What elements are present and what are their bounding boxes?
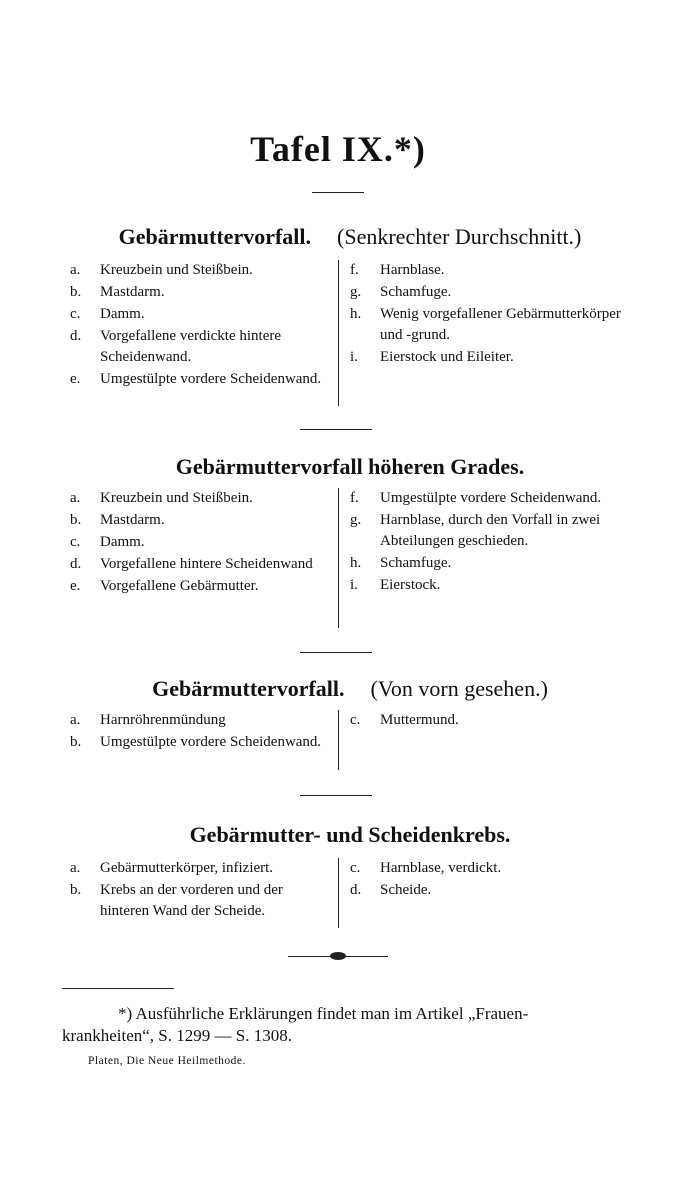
end-ornament bbox=[330, 952, 346, 960]
legend-item: f. Umgestülpte vordere Scheidenwand. bbox=[350, 490, 602, 506]
legend-item: i. Eierstock. bbox=[350, 576, 441, 593]
legend-left-column bbox=[70, 710, 332, 754]
legend-right-column bbox=[350, 488, 630, 597]
footnote-line-2: krankheiten“, S. 1299 — S. 1308. bbox=[62, 1026, 292, 1045]
section-heading-sub: (Senkrechter Durchschnitt.) bbox=[337, 224, 582, 249]
legend-item: e. Vorgefallene Gebärmutter. bbox=[70, 578, 259, 594]
legend-item: c. Damm. bbox=[70, 306, 145, 322]
footnote-rule bbox=[62, 988, 174, 989]
legend-item: i. Eierstock und Eileiter. bbox=[350, 348, 514, 365]
legend-item: c. Muttermund. bbox=[350, 712, 459, 728]
legend-item: d. Vorgefallene hintere Scheidenwand bbox=[70, 556, 313, 572]
section-divider bbox=[300, 429, 372, 430]
legend-right-column bbox=[350, 858, 630, 902]
legend-right-column bbox=[350, 260, 630, 369]
legend-item: a. Gebärmutterkörper, infiziert. bbox=[70, 860, 274, 876]
column-divider bbox=[338, 260, 339, 406]
legend-item: b. Krebs an der vorderen und der hinteren Wand der Scheide. bbox=[70, 882, 283, 919]
legend-item: g. Harnblase, durch den Vorfall in zwei Abteilungen geschieden. bbox=[350, 512, 601, 549]
section-heading-main: Gebärmuttervorfall. bbox=[152, 676, 345, 701]
title-divider bbox=[312, 192, 364, 193]
legend-item: b. Mastdarm. bbox=[70, 512, 165, 528]
legend-left-column bbox=[70, 260, 332, 391]
section-heading bbox=[70, 676, 630, 702]
legend-item: e. Umgestülpte vordere Scheidenwand. bbox=[70, 370, 322, 387]
legend-item: h. Wenig vorgefallener Gebärmutterkörper und -grund. bbox=[350, 306, 621, 343]
section-heading-main: Gebärmuttervorfall höheren Grades. bbox=[175, 454, 525, 479]
legend-item: b. Umgestülpte vordere Scheidenwand. bbox=[70, 734, 322, 750]
footnote-line-1: *) Ausführliche Erklärungen findet man im Artikel „Frauen- bbox=[118, 1004, 529, 1023]
legend-item: c. Harnblase, verdickt. bbox=[350, 860, 502, 876]
legend-item: h. Schamfuge. bbox=[350, 554, 452, 571]
section-heading-main: Gebärmuttervorfall. bbox=[118, 224, 312, 249]
legend-item: b. Mastdarm. bbox=[70, 284, 165, 300]
imprint: Platen, Die Neue Heilmethode. bbox=[88, 1055, 246, 1067]
legend-left-column bbox=[70, 488, 332, 598]
column-divider bbox=[338, 858, 339, 928]
column-divider bbox=[338, 488, 339, 628]
column-divider bbox=[338, 710, 339, 770]
footnote bbox=[62, 1003, 642, 1047]
section-heading bbox=[70, 224, 630, 250]
section-heading-sub: (Von vorn gesehen.) bbox=[370, 676, 548, 701]
legend-item: f. Harnblase. bbox=[350, 262, 445, 278]
section-heading bbox=[70, 454, 630, 480]
section-divider bbox=[300, 795, 372, 796]
legend-item: a. Harnröhrenmündung bbox=[70, 712, 226, 728]
legend-item: g. Schamfuge. bbox=[350, 284, 452, 300]
legend-item: c. Damm. bbox=[70, 534, 145, 550]
legend-item: a. Kreuzbein und Steißbein. bbox=[70, 490, 253, 506]
section-heading-main: Gebärmutter- und Scheidenkrebs. bbox=[189, 822, 511, 847]
section-divider bbox=[300, 652, 372, 653]
plate-title: Tafel IX.*) bbox=[250, 129, 426, 169]
legend-right-column bbox=[350, 710, 630, 732]
legend-item: d. Vorgefallene verdickte hintere Scheidenwand. bbox=[70, 328, 282, 365]
legend-item: a. Kreuzbein und Steißbein. bbox=[70, 262, 253, 278]
legend-left-column bbox=[70, 858, 332, 923]
section-heading bbox=[70, 822, 630, 848]
legend-item: d. Scheide. bbox=[350, 882, 432, 898]
